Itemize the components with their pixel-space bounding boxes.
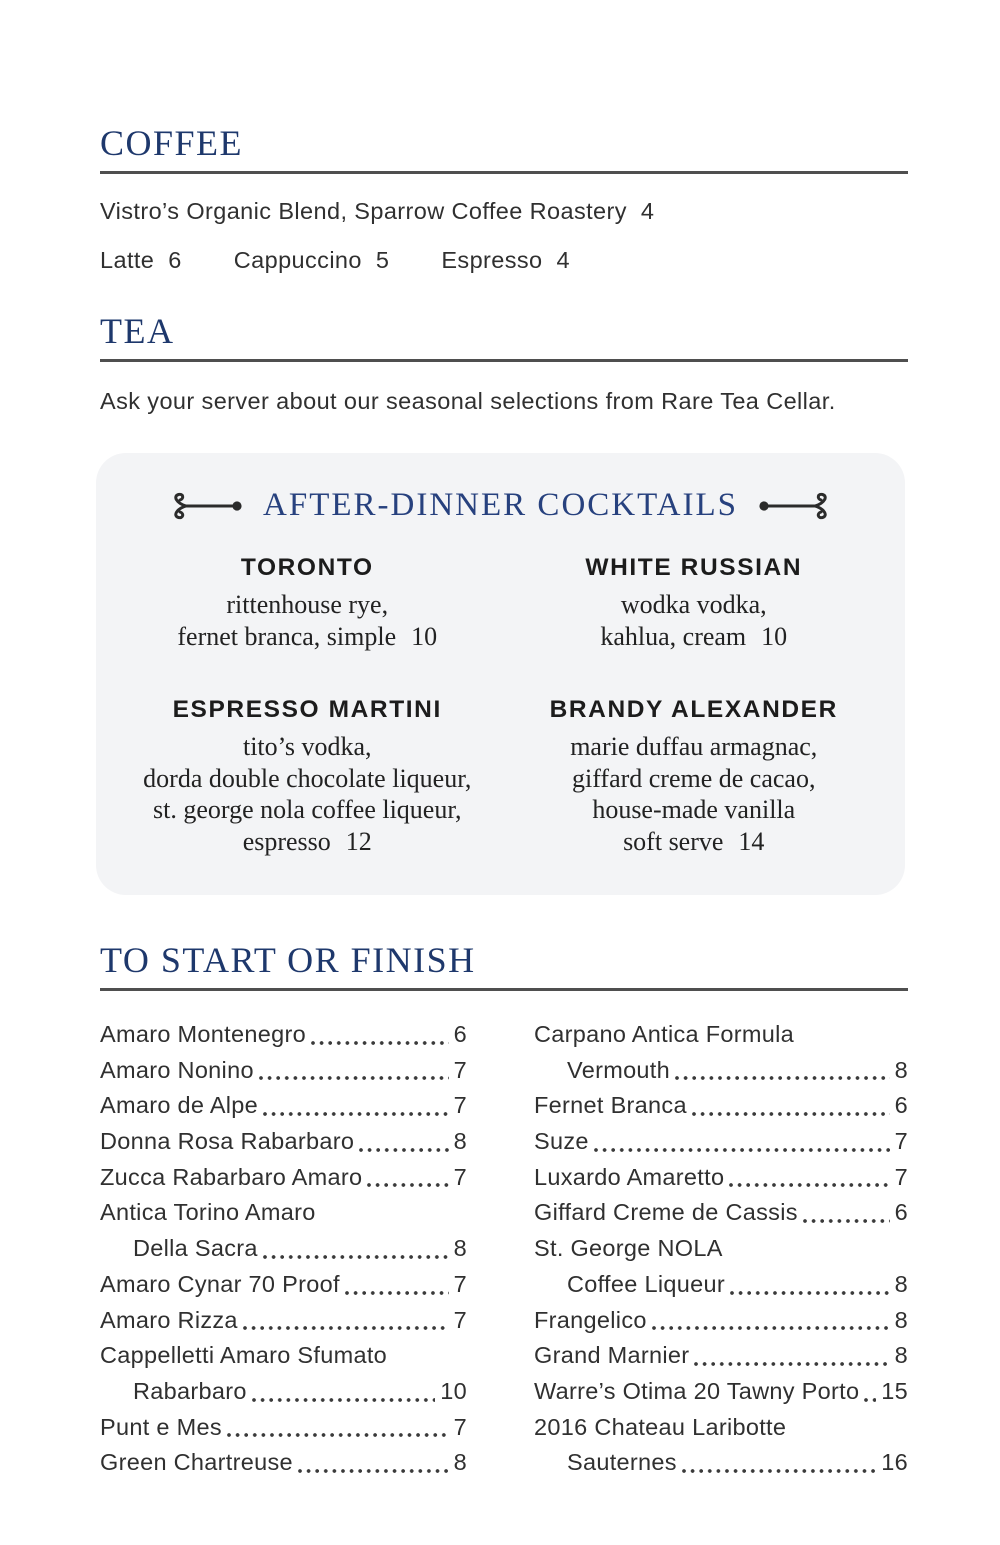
item-price: 7: [453, 1413, 468, 1440]
start-finish-left-column: [100, 1017, 467, 1481]
item-name: Luxardo Amaretto: [534, 1163, 725, 1190]
flourish-right-icon: [756, 491, 831, 521]
list-item: [100, 1160, 467, 1196]
dotted-leader: [364, 1160, 451, 1196]
dotted-leader: [672, 1053, 893, 1089]
cocktail-price: 12: [345, 826, 372, 856]
cocktail-ingredients: espresso 12: [242, 826, 372, 856]
cocktail-ingredients: marie duffau armagnac,: [570, 732, 818, 761]
item-name: Antica Torino Amaro: [100, 1199, 316, 1226]
dotted-leader: [260, 1231, 452, 1267]
item-price: 6: [894, 1092, 908, 1119]
cocktail-white-russian: [501, 554, 888, 652]
dotted-leader: [591, 1124, 893, 1160]
list-item: [100, 1017, 467, 1053]
list-item: [100, 1231, 467, 1267]
item-name: Amaro Cynar 70 Proof: [100, 1270, 340, 1297]
item-name: Amaro Rizza: [100, 1306, 238, 1333]
list-item: [534, 1267, 908, 1303]
dotted-leader: [689, 1088, 893, 1124]
dotted-leader: [308, 1017, 452, 1053]
dotted-leader: [727, 1267, 893, 1303]
item-price: 10: [440, 1377, 468, 1404]
list-item: [100, 1303, 467, 1339]
cocktail-ingredients: kahlua, cream 10: [600, 621, 788, 651]
item-price: 7: [453, 1306, 468, 1333]
item-name: Cappelletti Amaro Sfumato: [100, 1342, 388, 1369]
item-name: Amaro Montenegro: [100, 1021, 306, 1047]
list-item: [100, 1338, 467, 1374]
item-price: 7: [453, 1163, 468, 1190]
cocktail-ingredients: soft serve 14: [623, 826, 765, 856]
coffee-divider: [100, 171, 908, 174]
item-price: 4: [640, 198, 655, 224]
list-item: [534, 1053, 908, 1089]
cocktail-name: WHITE RUSSIAN: [585, 554, 803, 581]
cocktail-price: 10: [411, 621, 438, 651]
item-name: Zucca Rabarbaro Amaro: [100, 1163, 363, 1190]
item-name: Punt e Mes: [100, 1413, 222, 1440]
cocktail-ingredients: house-made vanilla: [592, 795, 796, 824]
item-name: Vermouth: [567, 1056, 671, 1083]
item-price: 6: [453, 1021, 468, 1047]
dotted-leader: [800, 1195, 893, 1231]
list-item: [441, 247, 570, 274]
item-name: Green Chartreuse: [100, 1449, 293, 1476]
list-item: [100, 1445, 467, 1481]
item-name: Espresso: [441, 247, 543, 273]
item-price: 7: [453, 1056, 468, 1083]
start-finish-divider: [100, 988, 908, 991]
coffee-heading: COFFEE: [100, 123, 244, 163]
list-item: [100, 1124, 467, 1160]
list-item: [534, 1088, 908, 1124]
item-price: 6: [168, 247, 182, 273]
cocktail-ingredients: fernet branca, simple 10: [177, 621, 438, 651]
item-price: 8: [453, 1128, 468, 1155]
list-item: [100, 1088, 467, 1124]
list-item: [100, 1053, 467, 1089]
after-dinner-heading: AFTER-DINNER COCKTAILS: [263, 487, 738, 523]
list-item: [534, 1303, 908, 1339]
item-name: Coffee Liqueur: [567, 1270, 725, 1297]
list-item: [100, 1410, 467, 1446]
list-item: [534, 1231, 908, 1267]
item-price: 7: [894, 1163, 908, 1190]
dotted-leader: [224, 1410, 452, 1446]
dotted-leader: [260, 1088, 452, 1124]
cocktail-name: TORONTO: [240, 554, 374, 581]
item-name: Suze: [534, 1128, 589, 1155]
cocktail-price: 10: [761, 621, 788, 651]
item-price: 7: [894, 1128, 908, 1155]
list-item: [534, 1160, 908, 1196]
start-finish-section: [100, 939, 908, 1481]
cocktail-toronto: [114, 554, 501, 652]
list-item: [534, 1410, 908, 1446]
list-item: [100, 1267, 467, 1303]
item-name: Latte: [100, 247, 155, 273]
item-name: Warre’s Otima 20 Tawny Porto: [534, 1377, 860, 1404]
item-name: Grand Marnier: [534, 1342, 690, 1369]
item-name: Carpano Antica Formula: [534, 1021, 795, 1047]
item-name: Vistro’s Organic Blend, Sparrow Coffee Roastery: [100, 198, 627, 224]
cocktail-name: BRANDY ALEXANDER: [549, 696, 838, 723]
dotted-leader: [342, 1267, 452, 1303]
list-item: [534, 1017, 908, 1053]
cocktail-ingredients: wodka vodka,: [620, 590, 767, 619]
dotted-leader: [356, 1124, 451, 1160]
dotted-leader: [861, 1374, 879, 1410]
item-name: Cappuccino: [233, 247, 362, 273]
cocktail-brandy-alexander: [501, 696, 888, 857]
item-price: 8: [894, 1270, 908, 1297]
item-price: 16: [881, 1449, 908, 1476]
dotted-leader: [295, 1445, 452, 1481]
item-price: 8: [453, 1235, 468, 1262]
tea-section: [100, 310, 908, 415]
cocktail-ingredients: rittenhouse rye,: [226, 590, 389, 619]
item-price: 5: [375, 247, 390, 273]
tea-divider: [100, 359, 908, 362]
dotted-leader: [679, 1445, 879, 1481]
dotted-leader: [726, 1160, 892, 1196]
cocktail-price: 14: [738, 826, 765, 856]
item-price: 7: [453, 1270, 468, 1297]
item-name: 2016 Chateau Laribotte: [534, 1413, 787, 1440]
item-name: Rabarbaro: [133, 1377, 247, 1404]
cocktail-ingredients: tito’s vodka,: [242, 732, 372, 761]
list-item: [534, 1338, 908, 1374]
item-name: Amaro Nonino: [100, 1056, 254, 1083]
list-item: [534, 1445, 908, 1481]
list-item: [100, 1195, 467, 1231]
coffee-blend-line: [100, 198, 908, 225]
coffee-drinks-line: [100, 247, 908, 274]
start-finish-heading: TO START OR FINISH: [100, 940, 476, 980]
item-price: 6: [894, 1199, 908, 1226]
dotted-leader: [649, 1303, 893, 1339]
item-price: 8: [894, 1342, 908, 1369]
cocktail-ingredients: giffard creme de cacao,: [572, 763, 816, 793]
tea-note: Ask your server about our seasonal selections from Rare Tea Cellar.: [100, 388, 836, 414]
item-name: Giffard Creme de Cassis: [534, 1199, 798, 1226]
cocktail-ingredients: dorda double chocolate liqueur,: [143, 763, 472, 793]
start-finish-right-column: [534, 1017, 908, 1481]
item-price: 8: [894, 1306, 908, 1333]
dotted-leader: [256, 1053, 452, 1089]
flourish-left-icon: [170, 491, 245, 521]
coffee-section: [100, 122, 908, 274]
item-name: Fernet Branca: [534, 1092, 687, 1119]
cocktail-ingredients: st. george nola coffee liqueur,: [153, 795, 462, 824]
item-price: 7: [453, 1092, 468, 1119]
item-price: 15: [881, 1377, 908, 1404]
list-item: [234, 247, 390, 274]
list-item: [100, 247, 182, 274]
item-name: Sauternes: [567, 1449, 677, 1476]
list-item: [100, 1374, 467, 1410]
item-price: 8: [453, 1449, 468, 1476]
item-name: Donna Rosa Rabarbaro: [100, 1128, 355, 1155]
after-dinner-box: [96, 453, 905, 895]
dotted-leader: [240, 1303, 452, 1339]
item-name: St. George NOLA: [534, 1235, 723, 1262]
cocktail-espresso-martini: [114, 696, 501, 857]
item-name: Della Sacra: [133, 1235, 258, 1262]
list-item: [534, 1195, 908, 1231]
dotted-leader: [691, 1338, 892, 1374]
cocktail-name: ESPRESSO MARTINI: [172, 696, 442, 723]
item-name: Amaro de Alpe: [100, 1092, 259, 1119]
dotted-leader: [249, 1374, 439, 1410]
item-price: 4: [556, 247, 571, 273]
list-item: [534, 1124, 908, 1160]
list-item: [534, 1374, 908, 1410]
item-name: Frangelico: [534, 1306, 647, 1333]
tea-heading: TEA: [100, 311, 175, 351]
item-price: 8: [894, 1056, 908, 1083]
